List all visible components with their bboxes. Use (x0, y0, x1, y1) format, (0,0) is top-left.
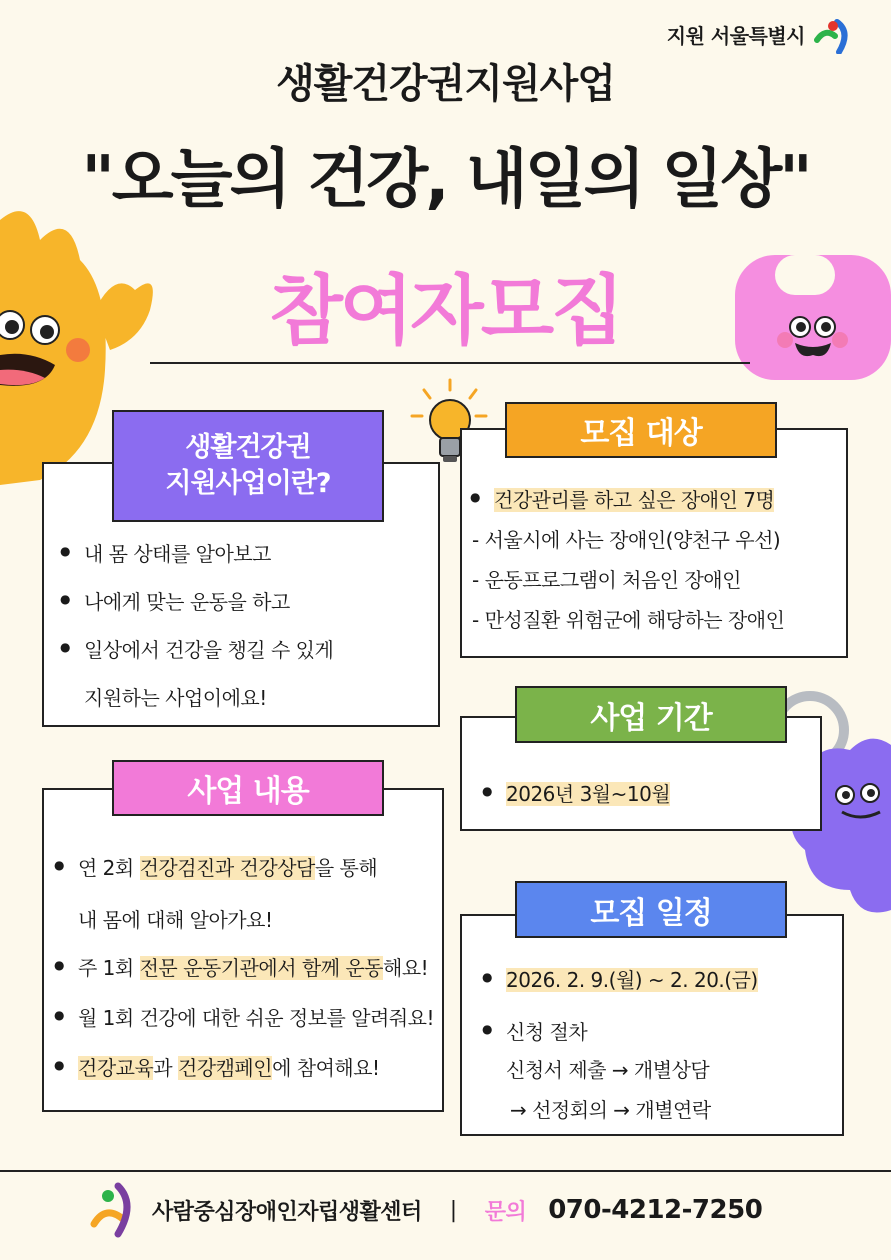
content-panel (42, 788, 444, 1112)
footer-divider (0, 1170, 891, 1172)
program-subtitle: 생활건강권지원사업 (276, 61, 615, 107)
about-title-tag (112, 410, 384, 522)
content-highlight: 건강교육 (78, 1056, 154, 1080)
contact-phone[interactable]: 070-4212-7250 (548, 1195, 763, 1225)
organization-name: 사람중심장애인자립생활센터 (152, 1199, 422, 1225)
about-item: ● 내 몸 상태를 알아보고 (84, 538, 271, 567)
target-sub-item: - 운동프로그램이 처음인 장애인 (472, 568, 741, 592)
schedule-process-line1: 신청서 제출 → 개별상담 (506, 1058, 710, 1082)
content-item-1: ● 연 2회 건강검진과 건강상담을 통해 (78, 852, 377, 881)
contact-label: 문의 (484, 1199, 527, 1225)
target-main-highlight: 건강관리를 하고 싶은 장애인 7명 (494, 488, 775, 512)
content-item-2: ● 주 1회 전문 운동기관에서 함께 운동해요! (78, 952, 428, 981)
target-title-tag: 모집 대상 (505, 402, 777, 458)
content-item-1-line2: 내 몸에 대해 알아가요! (78, 908, 273, 932)
target-panel (460, 428, 848, 658)
content-highlight: 전문 운동기관에서 함께 운동 (139, 956, 384, 980)
schedule-panel (460, 914, 844, 1136)
center-logo-icon (88, 1180, 138, 1240)
sponsor-text: 지원 서울특별시 (666, 23, 805, 48)
seoul-logo-icon (813, 14, 853, 54)
headline: "오늘의 건강, 내일의 일상" (81, 143, 810, 217)
footer-separator: | (449, 1197, 457, 1223)
schedule-title-tag: 모집 일정 (515, 881, 787, 938)
sponsor (667, 14, 853, 54)
about-title-line2: 지원사업이란? (165, 468, 331, 499)
footer (88, 1178, 762, 1242)
period-highlight: 2026년 3월~10월 (506, 782, 671, 806)
schedule-process-line2: → 선정회의 → 개별연락 (510, 1098, 711, 1122)
content-highlight: 건강캠페인 (177, 1056, 273, 1080)
content-title-tag: 사업 내용 (112, 760, 384, 816)
target-sub-item: - 서울시에 사는 장애인(양천구 우선) (472, 528, 781, 552)
schedule-date-item (506, 964, 758, 993)
schedule-process-title: ● 신청 절차 (506, 1016, 587, 1045)
about-item: ● 일상에서 건강을 챙길 수 있게 (84, 634, 333, 663)
header-divider (150, 362, 750, 364)
content-item-3: ● 월 1회 건강에 대한 쉬운 정보를 알려줘요! (78, 1002, 434, 1031)
target-main-item (494, 484, 774, 513)
content-item-4: ● 건강교육과 건강캠페인에 참여해요! (78, 1052, 380, 1081)
period-title-tag: 사업 기간 (515, 686, 787, 743)
about-item: 지원하는 사업이에요! (84, 686, 267, 710)
recruit-title: 참여자모집 (269, 266, 622, 355)
target-sub-item: - 만성질환 위험군에 해당하는 장애인 (472, 608, 785, 632)
period-item (506, 778, 670, 807)
about-item: ● 나에게 맞는 운동을 하고 (84, 586, 290, 615)
pink-mascot-illustration (735, 255, 891, 385)
schedule-date-highlight: 2026. 2. 9.(월) ~ 2. 20.(금) (506, 968, 758, 992)
content-highlight: 건강검진과 건강상담 (139, 856, 315, 880)
about-title-line1: 생활건강권 (185, 431, 311, 463)
